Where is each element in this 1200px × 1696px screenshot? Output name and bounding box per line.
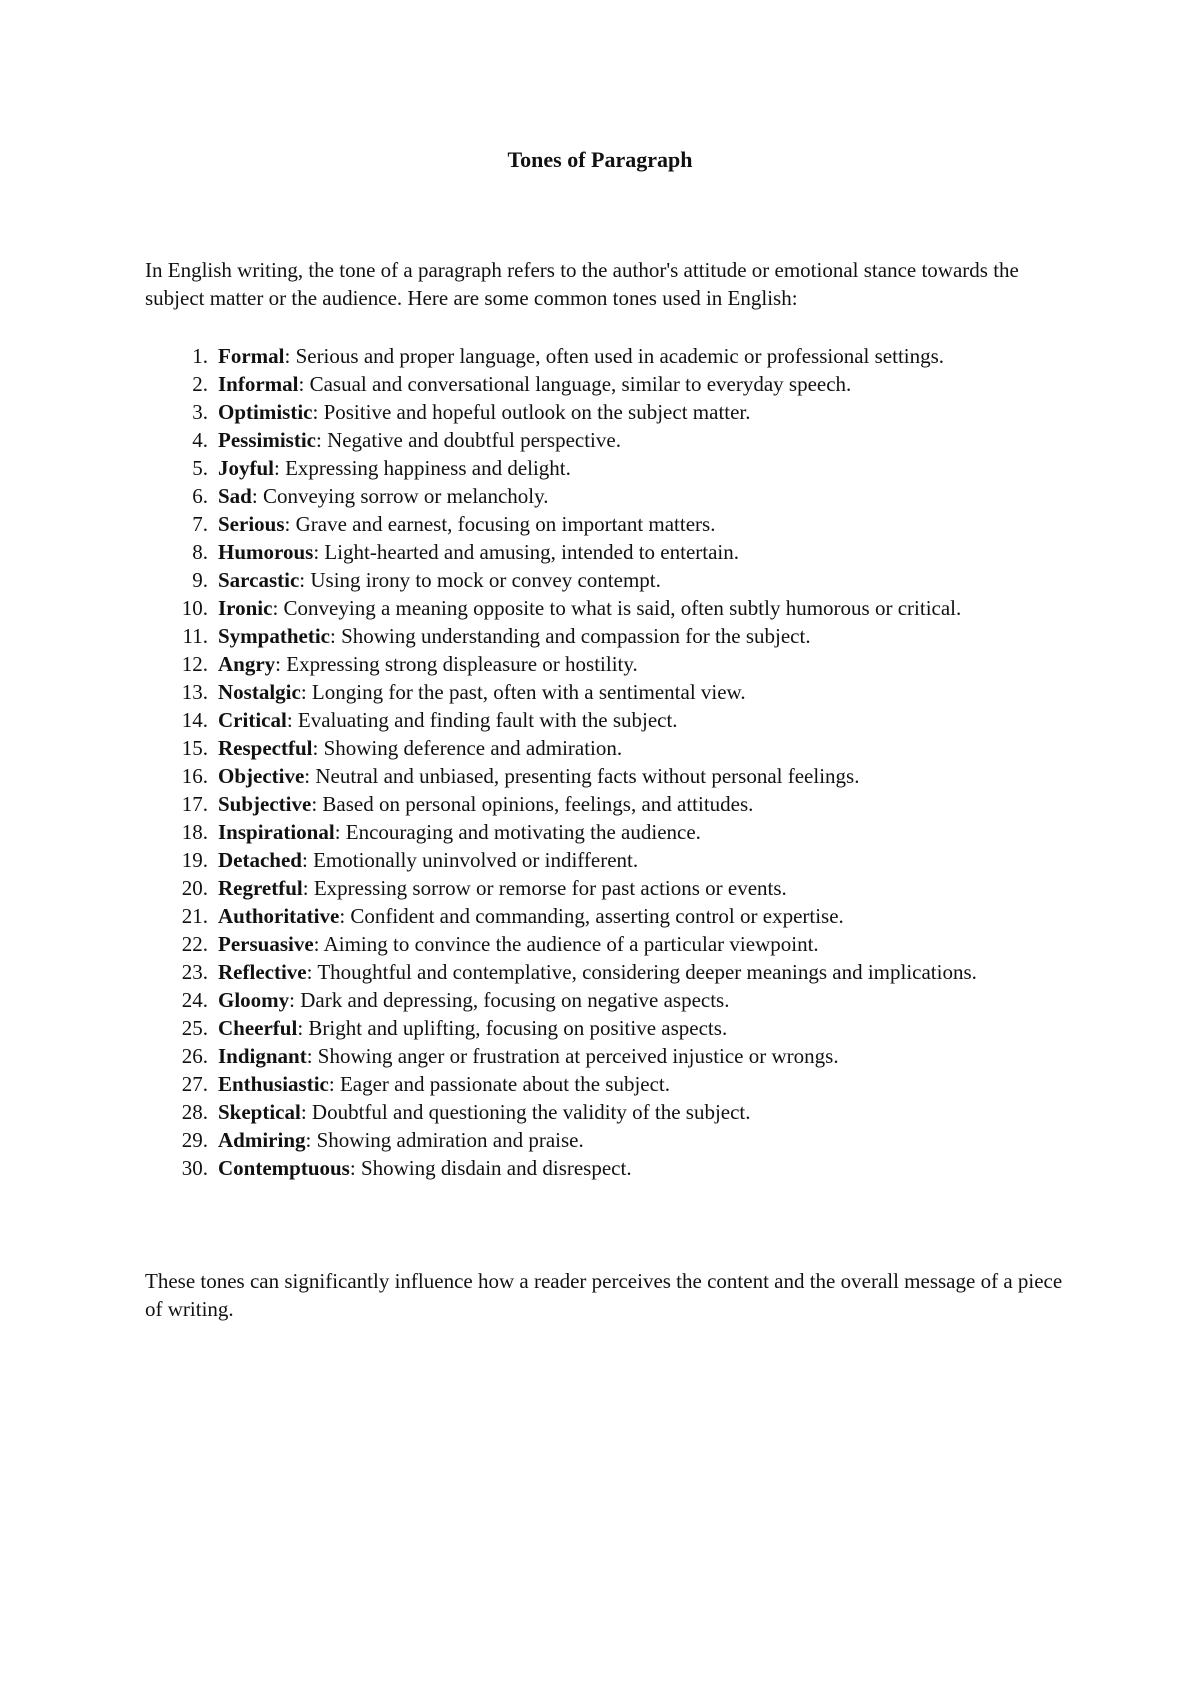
list-item-number: 26. xyxy=(181,1044,208,1068)
tone-name: Serious xyxy=(218,512,285,536)
closing-paragraph: These tones can significantly influence how a reader perceives the content and the overall message of a piece of writing. xyxy=(145,1269,1063,1321)
list-item xyxy=(145,426,1080,454)
tone-name: Persuasive xyxy=(218,932,314,956)
list-item xyxy=(145,482,1080,510)
list-item-number: 17. xyxy=(181,792,208,816)
list-item-number: 14. xyxy=(181,708,208,732)
list-item xyxy=(145,510,1080,538)
list-item-number: 20. xyxy=(181,876,208,900)
tone-description: : Evaluating and finding fault with the subject. xyxy=(286,708,678,732)
tone-name: Joyful xyxy=(218,456,275,480)
list-item-text xyxy=(218,846,1080,874)
tone-name: Optimistic xyxy=(218,400,313,424)
list-item-text xyxy=(218,1042,1080,1070)
list-item-text xyxy=(218,958,1080,986)
list-item-number: 1. xyxy=(192,344,208,368)
page-title: Tones of Paragraph xyxy=(507,147,693,172)
list-item-number: 7. xyxy=(192,512,208,536)
tone-description: : Eager and passionate about the subject. xyxy=(328,1072,671,1096)
list-item-number: 30. xyxy=(181,1156,208,1180)
list-item xyxy=(145,1070,1080,1098)
tone-description: : Thoughtful and contemplative, considering deeper meanings and implications. xyxy=(306,960,977,984)
list-item-number: 2. xyxy=(192,372,208,396)
tone-description: : Positive and hopeful outlook on the subject matter. xyxy=(312,400,751,424)
tone-name: Skeptical xyxy=(218,1100,301,1124)
list-item xyxy=(145,734,1080,762)
list-item xyxy=(145,874,1080,902)
list-item xyxy=(145,566,1080,594)
list-item xyxy=(145,678,1080,706)
list-item xyxy=(145,454,1080,482)
tone-name: Ironic xyxy=(218,596,273,620)
tone-name: Inspirational xyxy=(218,820,335,844)
list-item-text xyxy=(218,706,1080,734)
list-item-number: 6. xyxy=(192,484,208,508)
list-item-text xyxy=(218,538,1080,566)
tone-description: : Neutral and unbiased, presenting facts without personal feelings. xyxy=(304,764,860,788)
list-item-number: 13. xyxy=(181,680,208,704)
list-item xyxy=(145,762,1080,790)
list-item-number: 23. xyxy=(181,960,208,984)
list-item-text xyxy=(218,1014,1080,1042)
list-item xyxy=(145,538,1080,566)
tone-description: : Expressing strong displeasure or hostility. xyxy=(275,652,638,676)
list-item-text xyxy=(218,566,1080,594)
tone-name: Sympathetic xyxy=(218,624,330,648)
list-item xyxy=(145,594,1080,622)
list-item-number: 24. xyxy=(181,988,208,1012)
list-item xyxy=(145,1126,1080,1154)
list-item xyxy=(145,706,1080,734)
list-item-text xyxy=(218,678,1080,706)
list-item-number: 15. xyxy=(181,736,208,760)
list-item-number: 25. xyxy=(181,1016,208,1040)
list-item xyxy=(145,902,1080,930)
list-item xyxy=(145,1042,1080,1070)
list-item-text xyxy=(218,342,1080,370)
tone-name: Regretful xyxy=(218,876,303,900)
list-item xyxy=(145,1098,1080,1126)
list-item-text xyxy=(218,1070,1080,1098)
list-item-text xyxy=(218,482,1080,510)
list-item xyxy=(145,342,1080,370)
list-item xyxy=(145,986,1080,1014)
tone-description: : Light-hearted and amusing, intended to entertain. xyxy=(313,540,740,564)
tone-name: Cheerful xyxy=(218,1016,298,1040)
list-item-number: 27. xyxy=(181,1072,208,1096)
list-item xyxy=(145,622,1080,650)
list-item-text xyxy=(218,1098,1080,1126)
tone-name: Reflective xyxy=(218,960,307,984)
tone-description: : Casual and conversational language, similar to everyday speech. xyxy=(298,372,852,396)
list-item xyxy=(145,846,1080,874)
tone-description: : Dark and depressing, focusing on negative aspects. xyxy=(289,988,730,1012)
list-item-text xyxy=(218,734,1080,762)
list-item-number: 5. xyxy=(192,456,208,480)
list-item-text xyxy=(218,426,1080,454)
tone-name: Indignant xyxy=(218,1044,307,1068)
list-item-text xyxy=(218,818,1080,846)
tone-description: : Expressing happiness and delight. xyxy=(274,456,571,480)
list-item xyxy=(145,370,1080,398)
tone-name: Informal xyxy=(218,372,299,396)
list-item xyxy=(145,398,1080,426)
list-item-text xyxy=(218,594,1080,622)
list-item-number: 19. xyxy=(181,848,208,872)
tone-description: : Confident and commanding, asserting control or expertise. xyxy=(339,904,844,928)
tones-list xyxy=(145,342,1080,1182)
tone-name: Detached xyxy=(218,848,302,872)
tone-description: : Negative and doubtful perspective. xyxy=(315,428,621,452)
list-item xyxy=(145,650,1080,678)
list-item-number: 28. xyxy=(181,1100,208,1124)
tone-name: Angry xyxy=(218,652,276,676)
list-item-text xyxy=(218,930,1080,958)
list-item xyxy=(145,1154,1080,1182)
tone-description: : Showing disdain and disrespect. xyxy=(349,1156,632,1180)
list-item-text xyxy=(218,454,1080,482)
tone-name: Authoritative xyxy=(218,904,340,928)
list-item-number: 9. xyxy=(192,568,208,592)
list-item-text xyxy=(218,790,1080,818)
tone-description: : Based on personal opinions, feelings, and attitudes. xyxy=(311,792,754,816)
list-item-text xyxy=(218,902,1080,930)
list-item-number: 10. xyxy=(181,596,208,620)
tone-description: : Aiming to convince the audience of a particular viewpoint. xyxy=(313,932,819,956)
tone-name: Sad xyxy=(218,484,252,508)
list-item-number: 8. xyxy=(192,540,208,564)
tone-name: Respectful xyxy=(218,736,313,760)
list-item-number: 29. xyxy=(181,1128,208,1152)
tone-description: : Grave and earnest, focusing on important matters. xyxy=(284,512,716,536)
list-item-number: 3. xyxy=(192,400,208,424)
tone-description: : Showing admiration and praise. xyxy=(305,1128,584,1152)
list-item-text xyxy=(218,510,1080,538)
list-item xyxy=(145,930,1080,958)
list-item-text xyxy=(218,398,1080,426)
list-item-number: 16. xyxy=(181,764,208,788)
tone-description: : Expressing sorrow or remorse for past actions or events. xyxy=(302,876,787,900)
list-item-text xyxy=(218,1126,1080,1154)
list-item-number: 12. xyxy=(181,652,208,676)
tone-description: : Serious and proper language, often used in academic or professional settings. xyxy=(284,344,945,368)
list-item-text xyxy=(218,986,1080,1014)
list-item-text xyxy=(218,874,1080,902)
list-item-number: 21. xyxy=(181,904,208,928)
list-item xyxy=(145,818,1080,846)
list-item-text xyxy=(218,1154,1080,1182)
tone-name: Critical xyxy=(218,708,287,732)
intro-paragraph: In English writing, the tone of a paragraph refers to the author's attitude or emotional stance towards the subject matter or the audience. Here are some common tones used in English: xyxy=(145,258,1019,310)
tone-description: : Showing anger or frustration at perceived injustice or wrongs. xyxy=(306,1044,839,1068)
list-item-number: 4. xyxy=(192,428,208,452)
tone-name: Admiring xyxy=(218,1128,306,1152)
tone-name: Nostalgic xyxy=(218,680,301,704)
list-item-text xyxy=(218,650,1080,678)
tone-description: : Encouraging and motivating the audience. xyxy=(334,820,701,844)
tone-description: : Showing understanding and compassion for the subject. xyxy=(330,624,811,648)
list-item-number: 18. xyxy=(181,820,208,844)
tone-name: Formal xyxy=(218,344,285,368)
tone-name: Contemptuous xyxy=(218,1156,350,1180)
list-item-text xyxy=(218,762,1080,790)
tone-name: Subjective xyxy=(218,792,312,816)
tone-description: : Bright and uplifting, focusing on positive aspects. xyxy=(297,1016,728,1040)
list-item-number: 22. xyxy=(181,932,208,956)
tone-description: : Emotionally uninvolved or indifferent. xyxy=(301,848,639,872)
list-item-number: 11. xyxy=(182,624,208,648)
tone-name: Objective xyxy=(218,764,305,788)
tone-description: : Conveying sorrow or melancholy. xyxy=(251,484,549,508)
list-item xyxy=(145,1014,1080,1042)
tone-name: Humorous xyxy=(218,540,314,564)
tone-description: : Showing deference and admiration. xyxy=(312,736,623,760)
list-item-text xyxy=(218,622,1080,650)
list-item xyxy=(145,790,1080,818)
tone-name: Gloomy xyxy=(218,988,290,1012)
tone-name: Enthusiastic xyxy=(218,1072,329,1096)
tone-description: : Doubtful and questioning the validity of the subject. xyxy=(300,1100,751,1124)
list-item-text xyxy=(218,370,1080,398)
tone-description: : Using irony to mock or convey contempt. xyxy=(299,568,661,592)
tone-description: : Longing for the past, often with a sentimental view. xyxy=(300,680,746,704)
tone-name: Sarcastic xyxy=(218,568,300,592)
tone-name: Pessimistic xyxy=(218,428,316,452)
tone-description: : Conveying a meaning opposite to what is said, often subtly humorous or critical. xyxy=(272,596,962,620)
list-item xyxy=(145,958,1080,986)
